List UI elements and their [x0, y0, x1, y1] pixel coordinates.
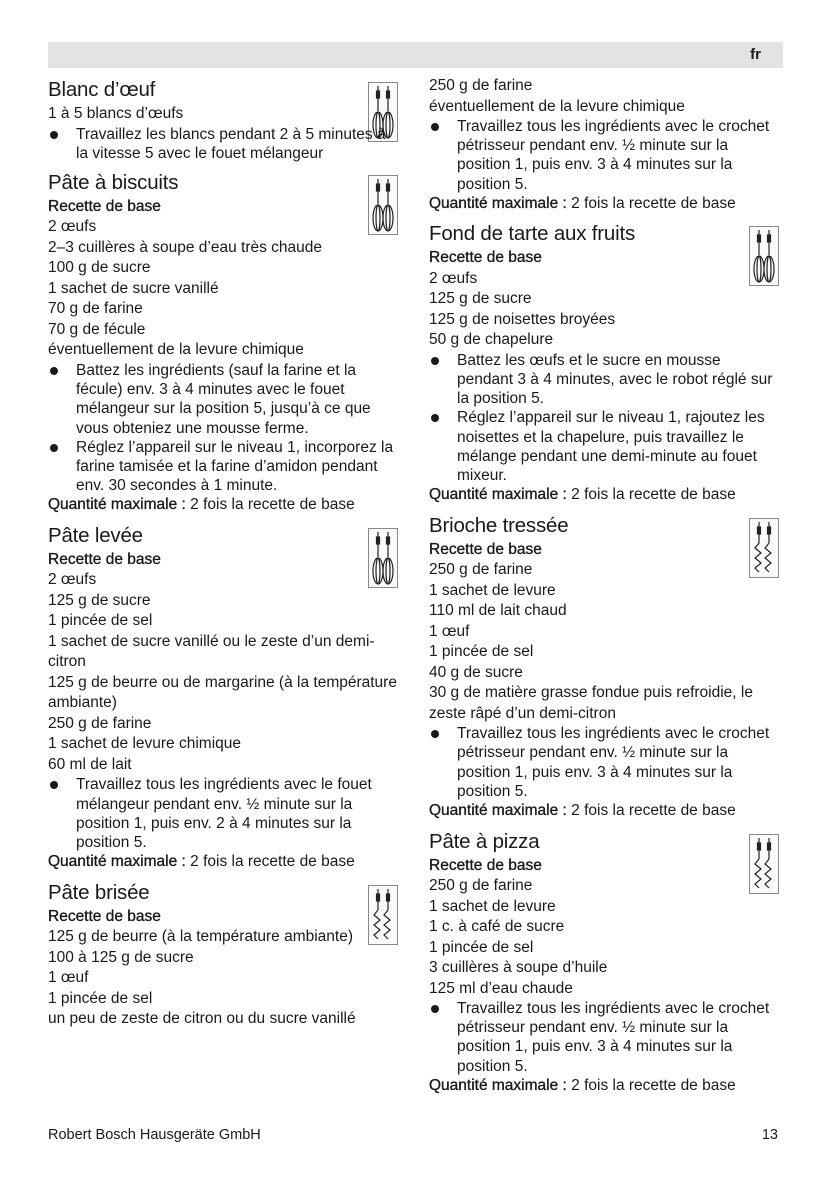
- max-quantity-value: 2 fois la recette de base: [185, 496, 355, 514]
- recipe-title: Pâte à biscuits: [48, 170, 179, 194]
- instruction-item: Travaillez tous les ingrédients avec le crochet pétrisseur pendant env. ½ minute sur la position 1, puis env. 3 à 4 minutes sur la position 5.: [429, 724, 779, 801]
- max-quantity: [48, 852, 398, 873]
- ingredient-line: 100 à 125 g de sucre: [48, 948, 194, 966]
- instruction-item: Travaillez tous les ingrédients avec le crochet pétrisseur pendant env. ½ minute sur la position 1, puis env. 3 à 4 minutes sur la position 5.: [429, 999, 779, 1076]
- max-quantity-value: 2 fois la recette de base: [185, 853, 355, 871]
- ingredient-line: 250 g de farine: [429, 77, 533, 94]
- ingredient-line: 2 œufs: [429, 269, 478, 287]
- ingredient-line: 250 g de farine: [429, 877, 533, 895]
- ingredient-line: 1 à 5 blancs d’œufs: [48, 105, 184, 122]
- max-quantity: [48, 495, 398, 516]
- ingredient-line: 110 ml de lait chaud: [429, 602, 567, 620]
- ingredient-line: 1 sachet de sucre vanillé: [48, 279, 219, 297]
- ingredient-line: 1 pincée de sel: [429, 938, 534, 956]
- max-quantity-label: Quantité maximale :: [429, 1076, 567, 1094]
- ingredient-line: 125 g de beurre (à la température ambiante): [48, 928, 354, 946]
- recipe-subheading: Recette de base: [429, 856, 542, 874]
- recipe-title: Pâte à pizza: [429, 829, 540, 853]
- ingredient-line: 125 g de sucre: [429, 290, 532, 308]
- ingredient-line: 2 œufs: [48, 571, 97, 589]
- recipe-section: [48, 76, 398, 163]
- instruction-list: [429, 724, 779, 801]
- recipe-title: Blanc d’œuf: [48, 78, 156, 101]
- max-quantity: [429, 485, 779, 506]
- max-quantity: [429, 801, 779, 822]
- recipe-section: [429, 220, 779, 505]
- instruction-item: Réglez l’appareil sur le niveau 1, rajoutez les noisettes et la chapelure, puis travaillez le mélange pendant une demi-minute au fouet mixeur.: [429, 408, 779, 485]
- recipe-section: [429, 76, 779, 214]
- max-quantity: [429, 194, 779, 215]
- ingredient-line: 1 sachet de levure: [429, 581, 556, 599]
- recipe-subheading: Recette de base: [429, 540, 542, 558]
- ingredient-line: 125 g de sucre: [48, 591, 151, 609]
- instruction-item: Travaillez les blancs pendant 2 à 5 minutes à la vitesse 5 avec le fouet mélangeur: [48, 125, 398, 163]
- instruction-list: [48, 361, 398, 495]
- max-quantity-value: 2 fois la recette de base: [566, 194, 736, 212]
- ingredient-line: un peu de zeste de citron ou du sucre vanillé: [48, 1010, 356, 1028]
- ingredient-line: 125 g de beurre ou de margarine (à la température ambiante): [48, 673, 397, 712]
- ingredient-line: 1 œuf: [48, 969, 89, 987]
- ingredient-line: 70 g de fécule: [48, 320, 146, 338]
- recipe-section: [48, 169, 398, 516]
- ingredient-line: éventuellement de la levure chimique: [429, 97, 685, 115]
- ingredient-line: 50 g de chapelure: [429, 331, 554, 349]
- language-code: fr: [750, 46, 761, 63]
- left-column: [48, 76, 398, 1036]
- ingredient-line: 1 sachet de sucre vanillé ou le zeste d’un demi-citron: [48, 632, 375, 671]
- ingredient-line: 125 g de noisettes broyées: [429, 310, 616, 328]
- recipe-section: [429, 828, 779, 1097]
- ingredient-line: 1 pincée de sel: [48, 989, 153, 1007]
- ingredient-line: 125 ml d’eau chaude: [429, 979, 573, 997]
- dough-hook-icon: [368, 885, 398, 945]
- ingredient-line: 60 ml de lait: [48, 755, 132, 773]
- recipe-title: Fond de tarte aux fruits: [429, 222, 636, 246]
- instruction-item: Travaillez tous les ingrédients avec le crochet pétrisseur pendant env. ½ minute sur la position 1, puis env. 3 à 4 minutes sur la position 5.: [429, 117, 779, 194]
- recipe-subheading: Recette de base: [48, 550, 161, 568]
- ingredient-line: 1 pincée de sel: [429, 643, 534, 661]
- max-quantity-value: 2 fois la recette de base: [566, 486, 736, 504]
- recipe-title: Brioche tressée: [429, 513, 569, 537]
- ingredient-line: 1 œuf: [429, 622, 470, 640]
- ingredient-line: éventuellement de la levure chimique: [48, 341, 304, 359]
- footer-company: Robert Bosch Hausgeräte GmbH: [48, 1127, 261, 1143]
- recipe-section: [429, 512, 779, 822]
- header-bar: [48, 42, 783, 68]
- ingredient-line: 2–3 cuillères à soupe d’eau très chaude: [48, 238, 323, 256]
- instruction-item: Battez les ingrédients (sauf la farine et la fécule) env. 3 à 4 minutes avec le fouet mélangeur sur la position 5, jusqu’à ce que vous obteniez une mousse ferme.: [48, 361, 398, 438]
- max-quantity-label: Quantité maximale :: [429, 194, 567, 212]
- ingredient-line: 100 g de sucre: [48, 259, 151, 277]
- max-quantity-label: Quantité maximale :: [429, 486, 567, 504]
- recipe-subheading: Recette de base: [429, 249, 542, 267]
- footer-page-number: 13: [761, 1127, 778, 1143]
- ingredient-line: 1 sachet de levure: [429, 897, 556, 915]
- right-column: [429, 76, 779, 1102]
- instruction-item: Travaillez tous les ingrédients avec le fouet mélangeur pendant env. ½ minute sur la position 1, puis env. 2 à 4 minutes sur la position 5.: [48, 775, 398, 852]
- instruction-list: [48, 125, 398, 163]
- recipe-subheading: Recette de base: [48, 197, 161, 215]
- max-quantity-value: 2 fois la recette de base: [566, 1076, 736, 1094]
- max-quantity-label: Quantité maximale :: [48, 853, 186, 871]
- ingredient-line: 1 c. à café de sucre: [429, 918, 565, 936]
- ingredient-line: 70 g de farine: [48, 300, 143, 318]
- whisk-icon: [749, 226, 779, 286]
- recipe-title: Pâte brisée: [48, 880, 150, 904]
- dough-hook-icon: [749, 518, 779, 578]
- dough-hook-icon: [749, 834, 779, 894]
- instruction-list: [429, 351, 779, 485]
- recipe-title: Pâte levée: [48, 523, 143, 547]
- instruction-list: [48, 775, 398, 852]
- ingredient-line: 1 pincée de sel: [48, 612, 153, 630]
- recipe-subheading: Recette de base: [48, 907, 161, 925]
- instruction-list: [429, 117, 779, 194]
- instruction-item: Battez les œufs et le sucre en mousse pendant 3 à 4 minutes, avec le robot réglé sur la position 5.: [429, 351, 779, 409]
- ingredient-line: 250 g de farine: [48, 714, 152, 732]
- whisk-icon: [368, 175, 398, 235]
- max-quantity-label: Quantité maximale :: [429, 802, 567, 820]
- max-quantity-value: 2 fois la recette de base: [566, 802, 736, 820]
- ingredient-line: 2 œufs: [48, 218, 97, 236]
- ingredient-line: 3 cuillères à soupe d’huile: [429, 959, 608, 977]
- max-quantity-label: Quantité maximale :: [48, 496, 186, 514]
- ingredient-line: 40 g de sucre: [429, 663, 523, 681]
- whisk-icon: [368, 528, 398, 588]
- ingredient-line: 1 sachet de levure chimique: [48, 735, 242, 753]
- ingredient-line: 30 g de matière grasse fondue puis refroidie, le zeste râpé d’un demi-citron: [429, 684, 753, 722]
- instruction-item: Réglez l’appareil sur le niveau 1, incorporez la farine tamisée et la farine d’amidon pendant env. 30 secondes à 1 minute.: [48, 438, 398, 496]
- max-quantity: [429, 1076, 779, 1097]
- ingredient-line: 250 g de farine: [429, 561, 533, 579]
- recipe-section: [48, 522, 398, 873]
- instruction-list: [429, 999, 779, 1076]
- recipe-section: [48, 879, 398, 1030]
